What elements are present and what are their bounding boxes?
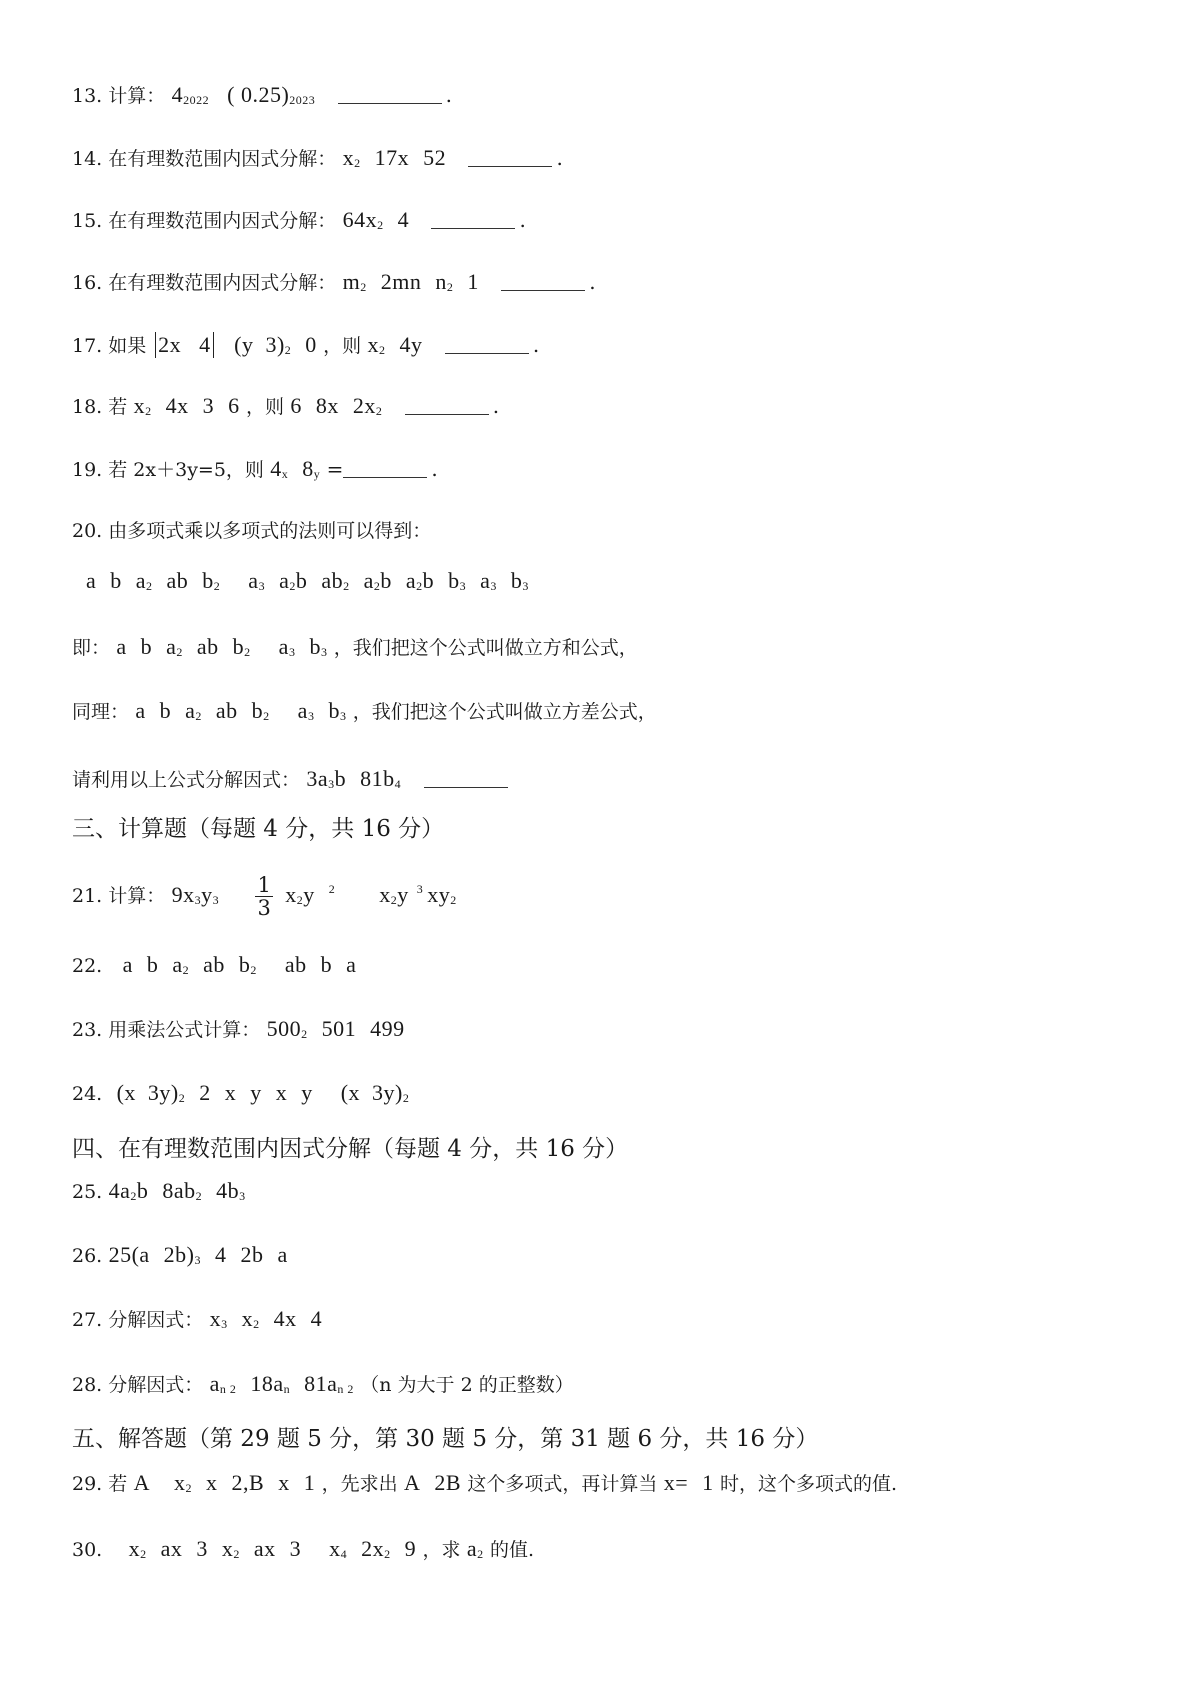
- question-13: 13. 计算： $4_{2022}$ ( $0.25)_{2023}$ .: [72, 82, 452, 107]
- answer-blank[interactable]: [468, 150, 552, 167]
- abs-bar-right: [213, 332, 215, 358]
- question-15: 15. 在有理数范围内因式分解： $64x_2$ 4 .: [72, 207, 526, 232]
- question-29: 29. 若 A $x_2$ x 2,B x 1 ，先求出 A 2B 这个多项式，再计算当 x= 1 时，这个多项式的值.: [72, 1470, 898, 1495]
- answer-blank[interactable]: [431, 212, 515, 229]
- section-3-heading: 三、计算题（每题 4 分，共 16 分）: [72, 816, 445, 842]
- question-22: 22. a b $a_2$ ab $b_2$ ab b a: [72, 952, 357, 977]
- answer-blank[interactable]: [445, 337, 529, 354]
- section-4-heading: 四、在有理数范围内因式分解（每题 4 分，共 16 分）: [72, 1136, 629, 1162]
- abs-bar-left: [155, 332, 157, 358]
- q20-expansion: a b $a_2$ ab $b_2$ $a_3$ $a_2b$ $ab_2$ $a_2b$ $a_2b$ $b_3$ $a_3$ $b_3$: [86, 568, 529, 593]
- q20-sum-formula: 即： a b $a_2$ ab $b_2$ $a_3$ $b_3$ ，我们把这个公式叫做立方和公式，: [72, 634, 638, 659]
- question-16: 16. 在有理数范围内因式分解： $m_2$ 2mn $n_2$ 1 .: [72, 269, 596, 294]
- q20-ask: 请利用以上公式分解因式： $3a_3b$ $81b_4$: [72, 768, 512, 790]
- question-25: 25. $4a_2b$ $8ab_2$ $4b_3$: [72, 1178, 246, 1203]
- question-24: 24. (x $3y)_2$ 2 x y x y (x $3y)_2$: [72, 1080, 410, 1105]
- answer-blank[interactable]: [501, 274, 585, 291]
- fraction-one-third: $\frac{1}{3}$: [257, 873, 271, 921]
- question-18: 18. 若 $x_2$ 4x 3 6 ，则 6 8x $2x_2$ .: [72, 393, 500, 418]
- question-27: 27. 分解因式： $x_3$ $x_2$ 4x 4: [72, 1306, 323, 1331]
- section-5-heading: 五、解答题（第 29 题 5 分，第 30 题 5 分，第 31 题 6 分，共 16 分）: [72, 1426, 819, 1452]
- question-23: 23. 用乘法公式计算： $500_2$ 501 499: [72, 1016, 405, 1041]
- question-30: 30. $x_2$ ax 3 $x_2$ ax 3 $x_4$ $2x_2$ 9 ，求 $a_2$ 的值.: [72, 1536, 535, 1561]
- q20-diff-formula: 同理： a b $a_2$ ab $b_2$ $a_3$ $b_3$ ，我们把这个公式叫做立方差公式，: [72, 698, 657, 723]
- answer-blank[interactable]: [338, 87, 442, 104]
- question-19: 19. 若 2x＋3y=5，则 $4_x$ $8_y$ = .: [72, 456, 438, 481]
- question-20: 20. 由多项式乘以多项式的法则可以得到：: [72, 520, 432, 542]
- question-28: 28. 分解因式： $a_{n 2}$ $18a_n$ $81a_{n 2}$ （n 为大于 2 的正整数）: [72, 1371, 574, 1396]
- question-17: 17. 如果 2x 4 (y $3)_2$ 0 ，则 $x_2$ 4y .: [72, 332, 540, 357]
- question-26: 26. 25(a $2b)_3$ 4 2b a: [72, 1242, 288, 1267]
- question-14: 14. 在有理数范围内因式分解： $x_2$ 17x 52 .: [72, 145, 563, 170]
- answer-blank[interactable]: [424, 771, 508, 788]
- answer-blank[interactable]: [405, 398, 489, 415]
- answer-blank[interactable]: [343, 461, 427, 478]
- question-21: 21. 计算： $9x_3y_3$ $\frac{1}{3}$ $x_2y$ $^2$ $x_2y$ $^3$ $xy_2$: [72, 873, 457, 921]
